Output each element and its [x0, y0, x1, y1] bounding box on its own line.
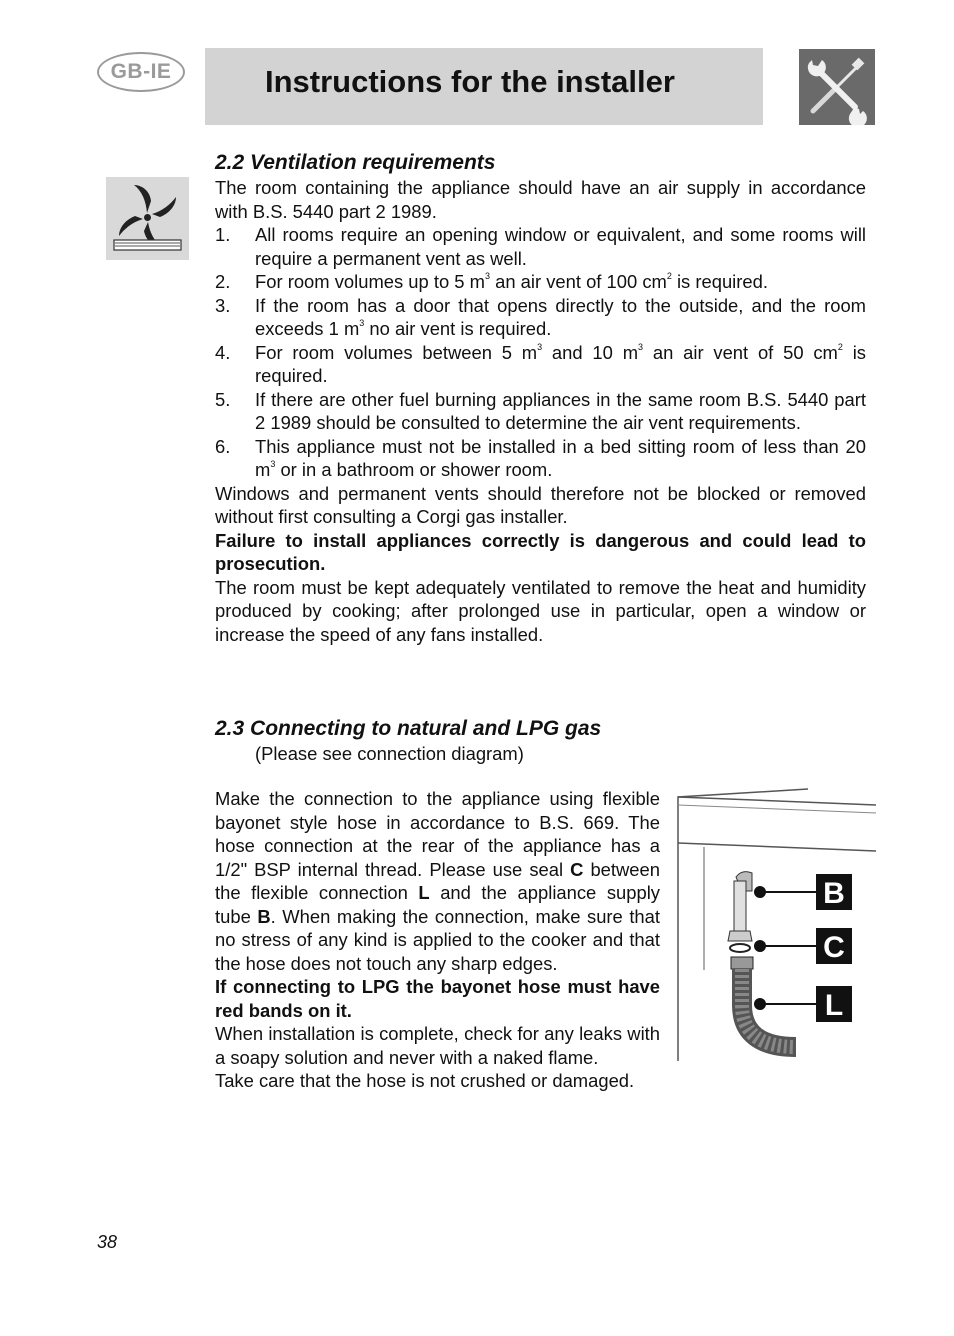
list-item: 4. For room volumes between 5 $m^3$ and 10 $m^3$ an air vent of 50 $cm^2$ is required. — [215, 341, 866, 386]
label-b: B — [823, 877, 845, 910]
diagram-note: (Please see connection diagram) — [255, 743, 524, 764]
list-item: 6. This appliance must not be installed in a bed sitting room of less than 20 $m^3$ or in a bathroom or shower room. — [215, 435, 866, 480]
label-c: C — [823, 931, 845, 964]
section-heading-ventilation: 2.2 Ventilation requirements — [215, 151, 496, 174]
header-bar — [205, 48, 763, 125]
section-heading-gas: 2.3 Connecting to natural and LPG gas — [215, 717, 602, 740]
list-item: 5. If there are other fuel burning appliances in the same room B.S. 5440 part 2 1989 should be consulted to determine the air vent requirements. — [215, 388, 866, 433]
region-badge — [97, 52, 185, 92]
list-item: 3. If the room has a door that opens directly to the outside, and the room exceeds 1 $m^3$ no air vent is required. — [215, 294, 866, 339]
connection-paragraph: Make the connection to the appliance using flexible bayonet style hose in accordance to B.S. 669. The hose connection at the rear of the appliance has a 1/2" BSP internal thread. Please use seal C between the flexible connection L and the appliance supply tube B. When making the connection, make sure that no stress of any kind is applied to the cooker and that the hose does not touch any sharp edges. — [215, 788, 660, 974]
list-item: 1. All rooms require an opening window or equivalent, and some rooms will require a permanent vent as well. — [215, 224, 866, 269]
lpg-warning: If connecting to LPG the bayonet hose must have red bands on it. — [215, 976, 660, 1021]
section-ventilation — [215, 150, 866, 646]
connection-diagram — [676, 785, 876, 1065]
section-gas-heading-block — [215, 716, 866, 766]
fan-vent-icon — [106, 177, 189, 260]
room-ventilation-paragraph: The room must be kept adequately ventilated to remove the heat and humidity produced by cooking; after prolonged use in particular, open a window or increase the speed of any fans installed. — [215, 576, 866, 645]
region-badge-text: GB-IE — [110, 60, 172, 83]
tools-icon — [799, 49, 875, 125]
page-number: 38 — [97, 1232, 118, 1252]
windows-paragraph: Windows and permanent vents should therefore not be blocked or removed without first consulting a Corgi gas installer. — [215, 482, 866, 527]
prosecution-warning: Failure to install appliances correctly is dangerous and could lead to prosecution. — [215, 529, 866, 574]
section-gas-body — [215, 787, 660, 1093]
hose-care-paragraph: Take care that the hose is not crushed or damaged. — [215, 1070, 635, 1091]
ventilation-list — [215, 223, 866, 482]
ventilation-intro: The room containing the appliance should have an air supply in accordance with B.S. 5440 part 2 1989. — [215, 177, 866, 222]
page-title: Instructions for the installer — [265, 64, 675, 99]
leak-check-paragraph: When installation is complete, check for any leaks with a soapy solution and never with a naked flame. — [215, 1023, 660, 1068]
label-l: L — [824, 989, 844, 1022]
list-item: 2. For room volumes up to 5 $m^3$ an air vent of 100 $cm^2$ is required. — [215, 271, 768, 292]
